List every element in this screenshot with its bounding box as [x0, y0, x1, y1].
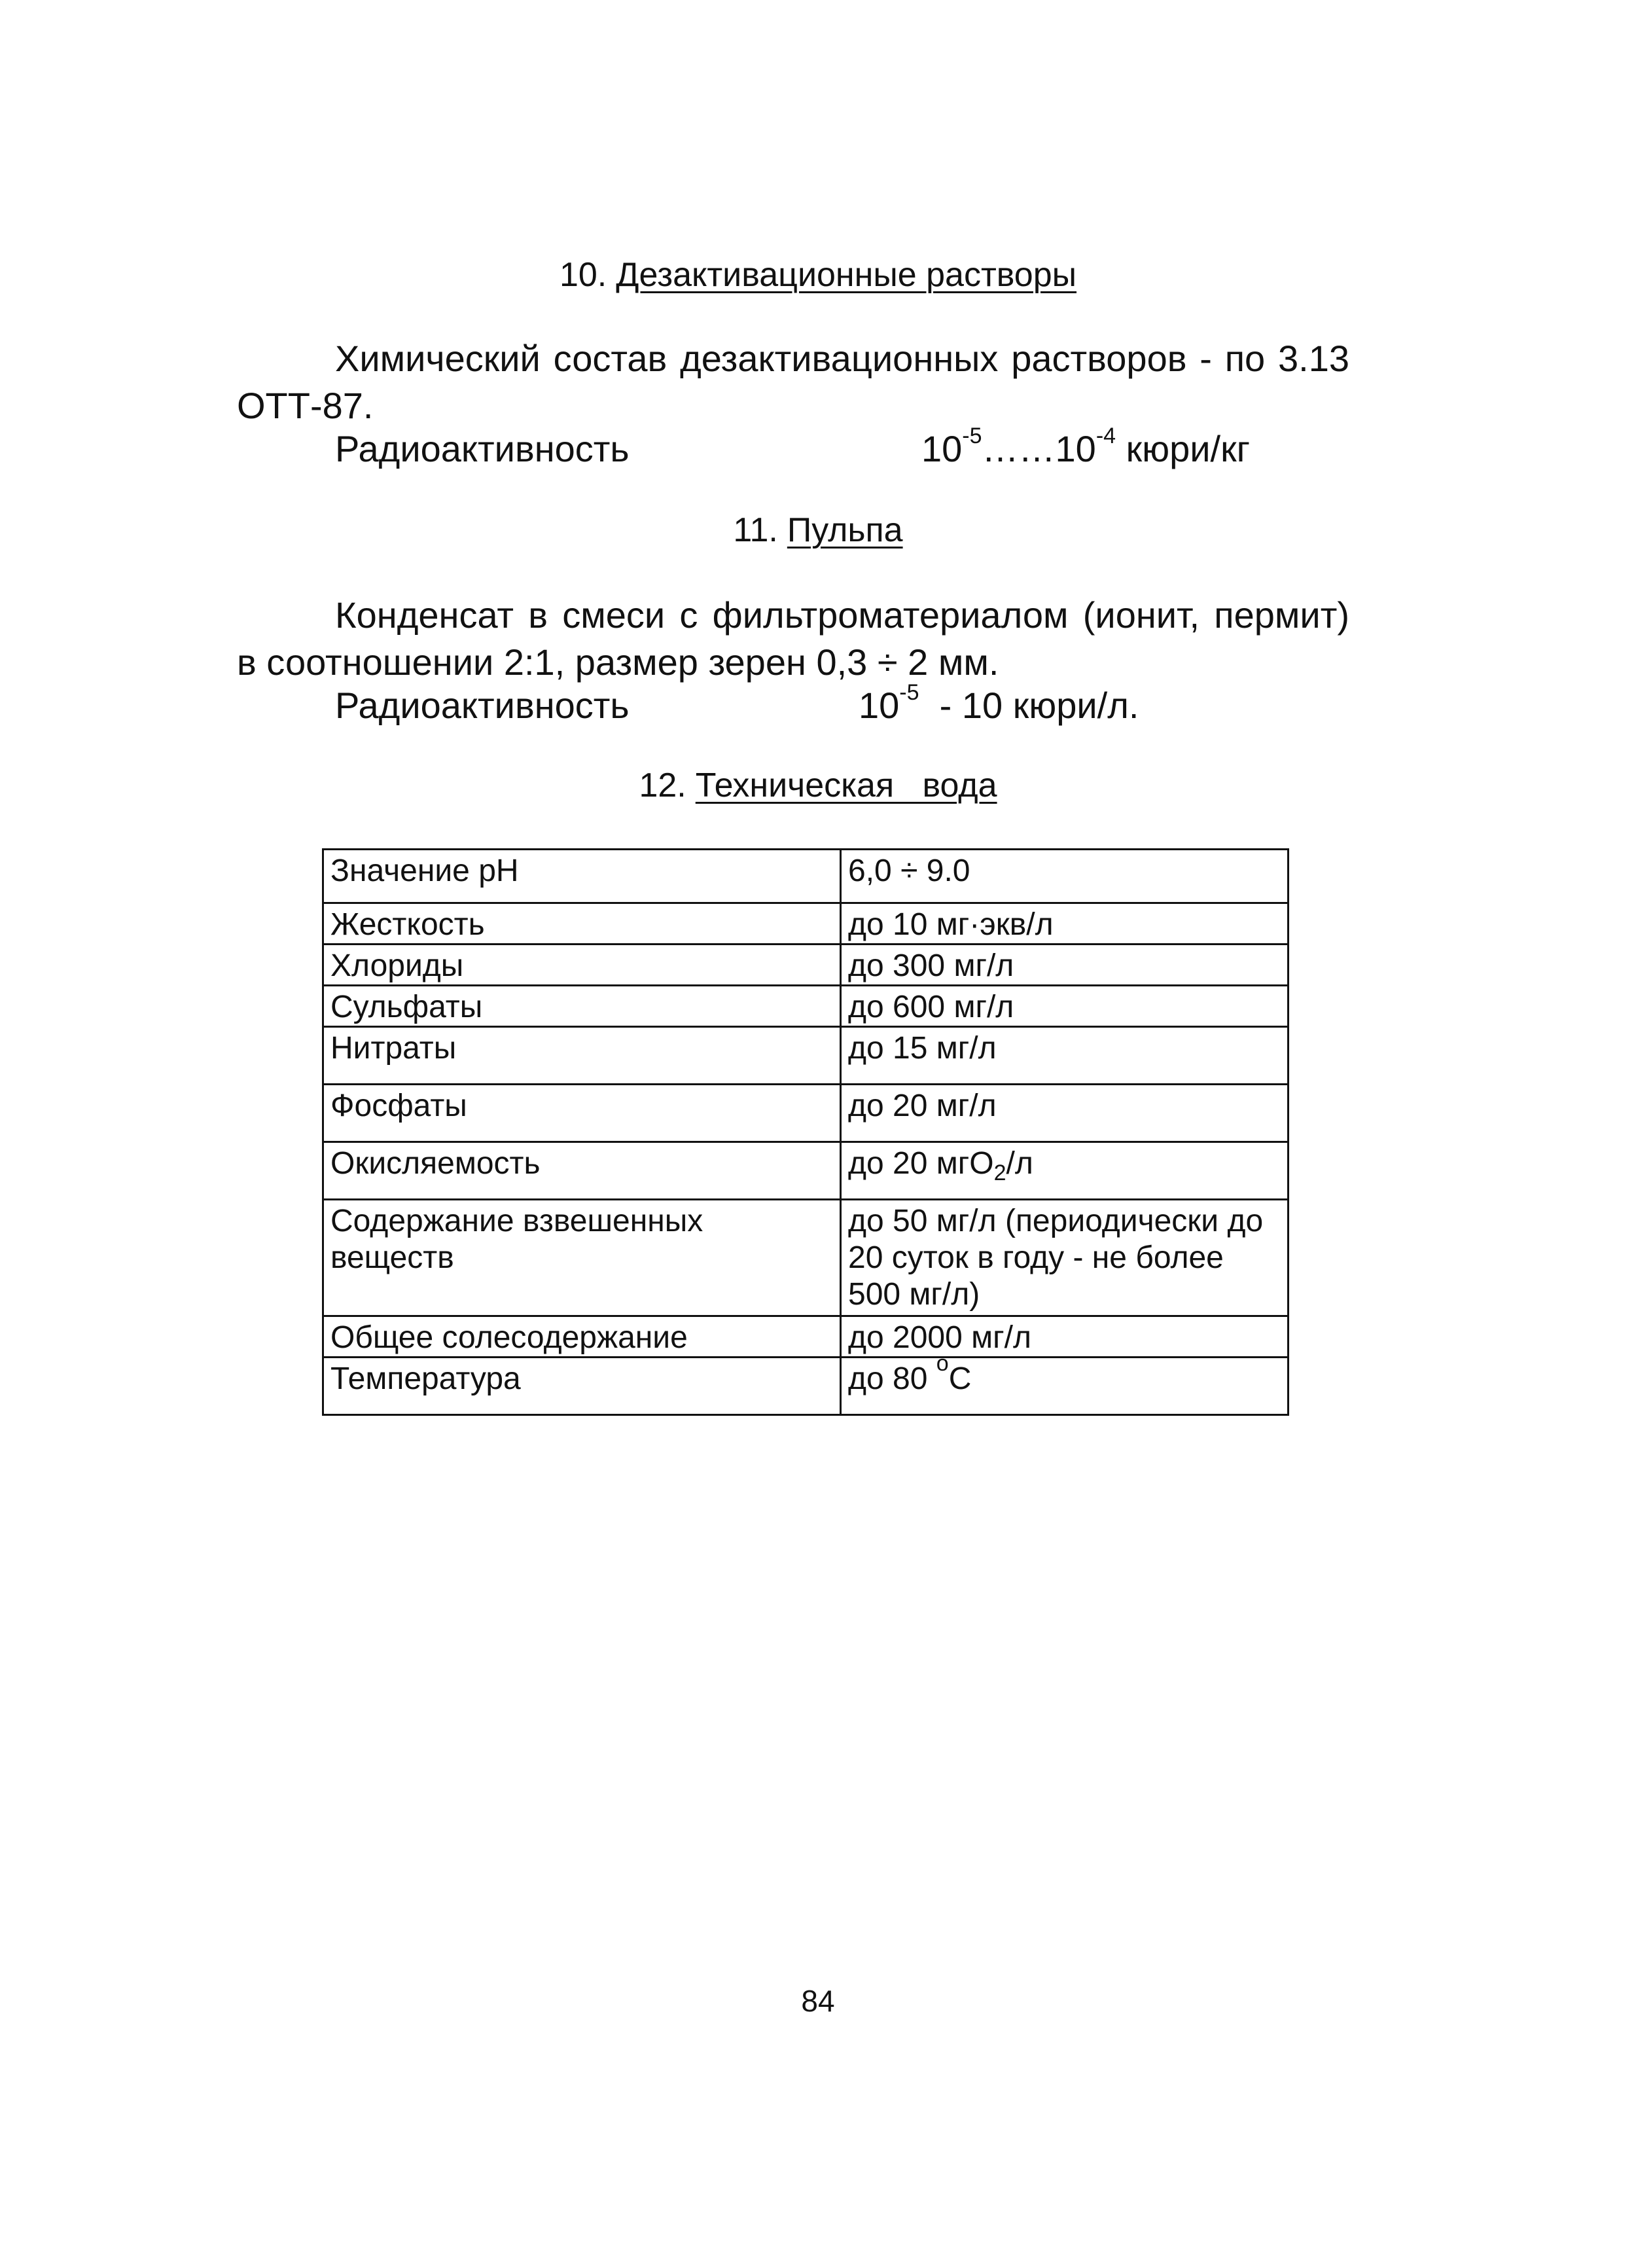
- value-cell: до 2000 мг/л: [841, 1316, 1289, 1358]
- water-parameters-table: [322, 848, 1289, 1416]
- section-11-text: Конденсат в смеси с фильтроматериалом (ионит, пермит) в соотношении 2:1, размер зерен 0,3 ÷ 2 мм.: [237, 594, 1349, 683]
- param-cell: Жесткость: [323, 903, 841, 945]
- table-row: [323, 850, 1289, 903]
- section-10-text: Химический состав дезактивационных растворов - по 3.13 ОТТ-87.: [237, 338, 1349, 426]
- table-row: [323, 1200, 1289, 1316]
- section-12-title: Техническая вода: [695, 766, 997, 804]
- param-cell: Фосфаты: [323, 1085, 841, 1142]
- value-cell: до 10 мг·экв/л: [841, 903, 1289, 945]
- radioactivity-label: Радиоактивность: [335, 685, 630, 726]
- section-11-paragraph: [237, 592, 1349, 686]
- param-cell: Значение pH: [323, 850, 841, 903]
- radioactivity-label: Радиоактивность: [335, 428, 630, 469]
- section-12-heading: [0, 766, 1636, 805]
- radioactivity-value: $10^{-5}\dots\dots 10^{-4}$ кюри/кг: [921, 423, 1251, 469]
- param-cell: Общее солесодержание: [323, 1316, 841, 1358]
- param-cell: Сульфаты: [323, 986, 841, 1027]
- section-10-number: 10.: [559, 256, 607, 294]
- table-row: [323, 945, 1289, 986]
- table-row: [323, 1027, 1289, 1085]
- param-cell: Температура: [323, 1358, 841, 1415]
- value-cell: до 20 мгО$_2$/л: [841, 1142, 1289, 1200]
- param-cell: Окисляемость: [323, 1142, 841, 1200]
- table-row: [323, 1316, 1289, 1358]
- table-row: [323, 986, 1289, 1027]
- radioactivity-value: $10^{-5} - 10$ кюри/л.: [859, 680, 1139, 726]
- section-11-title: Пульпа: [787, 511, 903, 549]
- section-10-title: Дезактивационные растворы: [616, 256, 1077, 294]
- value-cell: до 300 мг/л: [841, 945, 1289, 986]
- table-row: [323, 903, 1289, 945]
- param-cell: Хлориды: [323, 945, 841, 986]
- table-row: [323, 1085, 1289, 1142]
- value-cell: до 80 $^o$С: [841, 1358, 1289, 1415]
- param-cell: Содержание взвешенных веществ: [323, 1200, 841, 1316]
- value-cell: до 50 мг/л (периодически до 20 суток в году - не более 500 мг/л): [841, 1200, 1289, 1316]
- param-cell: Нитраты: [323, 1027, 841, 1085]
- section-11-number: 11.: [733, 511, 778, 549]
- value-cell: до 15 мг/л: [841, 1027, 1289, 1085]
- value-cell: до 600 мг/л: [841, 986, 1289, 1027]
- value-cell: до 20 мг/л: [841, 1085, 1289, 1142]
- section-12-number: 12.: [639, 766, 686, 804]
- table-row: [323, 1142, 1289, 1200]
- section-10-heading: [0, 255, 1636, 295]
- table-row: [323, 1358, 1289, 1415]
- section-11-heading: [0, 511, 1636, 550]
- section-10-paragraph: [237, 335, 1349, 429]
- value-cell: 6,0 ÷ 9.0: [841, 850, 1289, 903]
- page-number: 84: [801, 1984, 835, 2018]
